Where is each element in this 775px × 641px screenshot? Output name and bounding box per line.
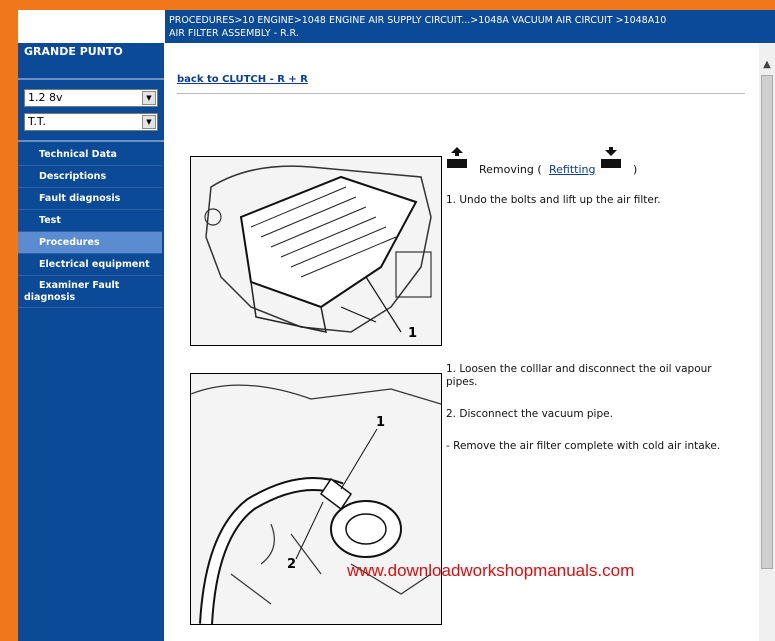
- sidebar-item-test[interactable]: Test: [18, 210, 162, 232]
- type-select-value: T.T.: [28, 115, 46, 128]
- air-filter-illustration: [191, 157, 441, 345]
- type-select[interactable]: [24, 113, 158, 131]
- step-2a-text: 1. Loosen the colllar and disconnect the oil vapour pipes.: [446, 363, 712, 388]
- engine-select[interactable]: [24, 89, 158, 107]
- chevron-down-icon[interactable]: ▼: [142, 91, 156, 105]
- vacuum-pipe-illustration: [191, 374, 441, 624]
- model-title: GRANDE PUNTO: [24, 45, 123, 58]
- refitting-link[interactable]: Refitting: [549, 163, 596, 176]
- header-corner: [18, 10, 164, 43]
- sidebar-item-technical-data[interactable]: Technical Data: [18, 144, 162, 166]
- fig2-callout-2: 2: [287, 557, 297, 572]
- sidebar-item-fault-diagnosis[interactable]: Fault diagnosis: [18, 188, 162, 210]
- close-paren: ): [633, 163, 638, 176]
- fig1-callout: 1: [408, 326, 418, 341]
- remove-tool-icon: [445, 146, 469, 170]
- sidebar-item-descriptions[interactable]: Descriptions: [18, 166, 162, 188]
- removing-label: Removing (: [479, 163, 542, 176]
- step-2b-text: 2. Disconnect the vacuum pipe.: [446, 408, 613, 420]
- watermark: www.downloadworkshopmanuals.com: [347, 561, 635, 580]
- breadcrumb: [165, 10, 775, 43]
- chevron-down-icon[interactable]: ▼: [142, 115, 156, 129]
- engine-select-value: 1.2 8v: [28, 91, 63, 104]
- vertical-scrollbar[interactable]: [759, 43, 775, 641]
- refit-tool-icon: [599, 146, 623, 170]
- sidebar-divider: [18, 78, 164, 80]
- step-1-text: 1. Undo the bolts and lift up the air filter.: [446, 194, 661, 206]
- top-accent-bar: [0, 0, 775, 10]
- breadcrumb-line-1: PROCEDURES>10 ENGINE>1048 ENGINE AIR SUPPLY CIRCUIT...>1048A VACUUM AIR CIRCUIT >1048A10: [169, 15, 667, 26]
- sidebar-item-electrical-equipment[interactable]: Electrical equipment: [18, 254, 162, 276]
- sidebar-item-procedures[interactable]: Procedures: [18, 232, 162, 254]
- sidebar-item-examiner-fault-diagnosis[interactable]: Examiner Fault diagnosis: [18, 276, 162, 308]
- scrollbar-thumb[interactable]: [761, 75, 773, 569]
- main-content: [165, 43, 759, 641]
- content-divider: [177, 93, 745, 94]
- fig2-callout-1: 1: [376, 415, 386, 430]
- figure-vacuum-pipe: [190, 373, 442, 625]
- sidebar-divider: [18, 140, 164, 142]
- sidebar-menu: [18, 144, 162, 308]
- breadcrumb-line-2: AIR FILTER ASSEMBLY - R.R.: [169, 28, 299, 39]
- left-accent-bar: [0, 0, 18, 641]
- figure-air-filter: [190, 156, 442, 346]
- step-2c-text: - Remove the air filter complete with cold air intake.: [446, 440, 721, 452]
- back-link[interactable]: back to CLUTCH - R + R: [177, 74, 308, 85]
- sidebar: [18, 43, 164, 641]
- removing-refitting-line: [445, 146, 645, 176]
- chevron-up-icon[interactable]: ▲: [763, 59, 771, 70]
